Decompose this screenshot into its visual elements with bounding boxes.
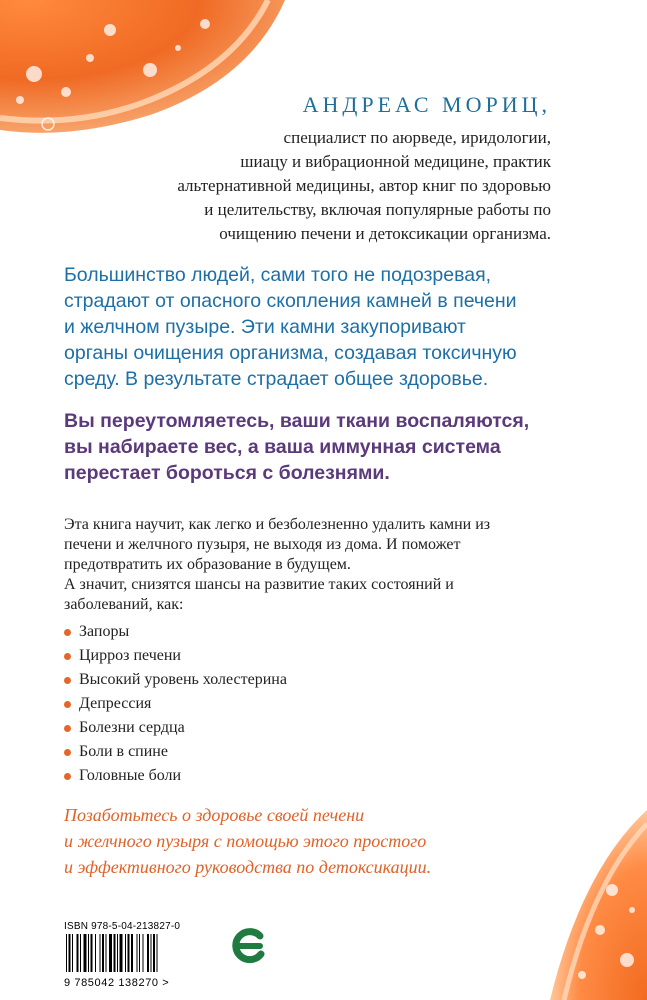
intro-purple-line: вы набираете вес, а ваша иммунная система [64,436,501,458]
author-name: АНДРЕАС МОРИЦ, [302,92,551,117]
author-bio-line: специалист по аюрведе, иридологии, [283,128,551,147]
body-paragraph [64,515,584,615]
list-item [64,644,287,668]
bullet-icon [64,653,71,660]
intro-blue-line: органы очищения организма, создавая токсичную [64,342,517,364]
closing-line: и желчного пузыря с помощью этого простого [64,831,427,851]
body-line: А значит, снизятся шансы на развитие таких состояний и [64,576,454,593]
list-item-label: Болезни сердца [79,719,185,736]
list-item-label: Цирроз печени [79,647,181,664]
list-item-label: Депрессия [79,695,152,712]
eksmo-logo-icon [230,926,268,966]
bullet-icon [64,701,71,708]
bullet-icon [64,677,71,684]
author-bio-line: альтернативной медицины, автор книг по здоровью [177,176,551,195]
intro-paragraph-purple [64,408,584,486]
closing-line: и эффективного руководства по детоксикации. [64,857,432,877]
intro-blue-line: страдают от опасного скопления камней в печени [64,290,517,312]
author-bio-line: и целительству, включая популярные работы по [204,200,551,219]
bullet-icon [64,725,71,732]
list-item [64,716,287,740]
barcode-icon [64,934,202,972]
bullet-icon [64,749,71,756]
list-item-label: Боли в спине [79,743,168,760]
body-line: печени и желчного пузыря, не выходя из дома. И поможет [64,536,461,553]
barcode-block [64,921,204,989]
intro-blue-line: Большинство людей, сами того не подозревая, [64,264,492,286]
list-item-label: Высокий уровень холестерина [79,671,287,688]
list-item [64,740,287,764]
intro-purple-line: Вы переутомляетесь, ваши ткани воспаляются, [64,410,530,432]
bullet-icon [64,629,71,636]
barcode-digits: 9 785042 138270 > [64,977,170,989]
list-item [64,692,287,716]
intro-purple-line: перестает бороться с болезнями. [64,462,390,484]
conditions-list [64,620,287,788]
bullet-icon [64,773,71,780]
body-line: Эта книга научит, как легко и безболезненно удалить камни из [64,516,491,533]
closing-line: Позаботьтесь о здоровье своей печени [64,805,365,825]
intro-blue-line: среду. В результате страдает общее здоровье. [64,368,489,390]
isbn-label: ISBN 978-5-04-213827-0 [64,921,181,932]
author-bio-line: шиацу и вибрационной медицине, практик [240,152,551,171]
list-item-label: Запоры [79,623,130,640]
closing-paragraph [64,802,584,880]
author-bio-line: очищению печени и детоксикации организма. [219,224,551,243]
body-line: заболеваний, как: [64,596,184,613]
list-item [64,764,287,788]
list-item [64,620,287,644]
author-block [111,92,551,246]
body-line: предотвратить их образование в будущем. [64,556,351,573]
intro-paragraph-blue [64,262,584,392]
list-item [64,668,287,692]
list-item-label: Головные боли [79,767,182,784]
intro-blue-line: и желчном пузыре. Эти камни закупоривают [64,316,466,338]
